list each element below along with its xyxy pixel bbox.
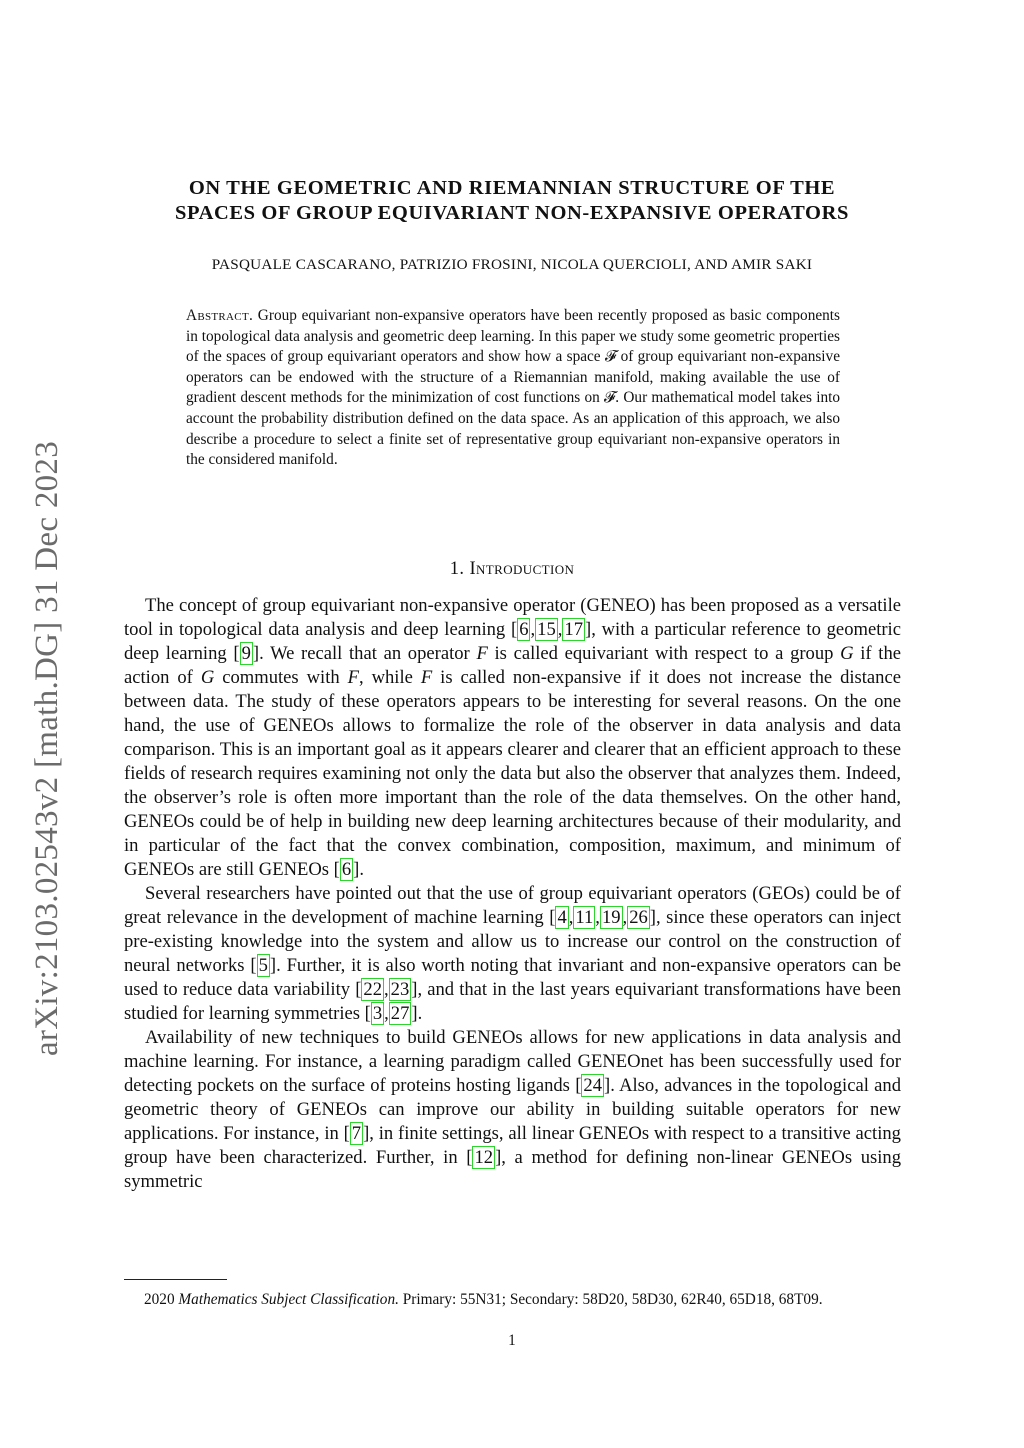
text-run: commutes with bbox=[222, 667, 340, 688]
paragraph-1: The concept of group equivariant non-expansive operator (GENEO) has been proposed as a versatile tool in topological data analysis and deep learning [ 6 , 15 , 17 ], with a particular reference to geometric deep learning [ 9 ]. We recall that an operator F is called equivariant with respect to a group G if the action of G commutes with F, while F is called non-expansive if it does not increase the distance between data. The study of these operators appears to be interesting for several reasons. On the one hand, the use of GENEOs allows to formalize the role of the observer in data analysis and data comparison. This is an important goal as it appears clearer and clearer that an efficient approach to these fields of research requires examining not only the data but also the observer that analyzes them. Indeed, the observer’s role is often more important than the role of the data themselves. On the other hand, GENEOs could be of help in building new deep learning architectures because of their modularity, and in particular of the fact that the convex combination, composition, maximum, and minimum of GENEOs are still GENEOs [ 6 ]. bbox=[124, 595, 902, 880]
citation-link[interactable]: 17 bbox=[564, 619, 583, 640]
abstract-text-1: Group equivariant non-expansive operators have been recently proposed as basic components in topological data analysis and geometric deep learning. In this paper we study some geometric properties of the spaces of group equivariant operators and show how a space bbox=[186, 307, 840, 366]
abstract-label: Abstract. bbox=[186, 307, 254, 324]
math-symbol-F: 𝓕 bbox=[604, 348, 617, 366]
citation-link[interactable]: 27 bbox=[390, 1003, 410, 1024]
paragraph-3: Availability of new techniques to build GENEOs allows for new applications in data analysis and machine learning. For instance, a learning paradigm called GENEOnet has been successfully used for detecting pockets on the surface of proteins hosting ligands [ 24 ]. Also, advances in the topological and geometric theory of GENEOs can improve our ability in building suitable operators for new applications. For instance, in [ 7 ], in finite settings, all linear GENEOs with respect to a transitive acting group have been characterized. Further, in [ 12 ], a method for defining non-linear GENEOs using symmetric bbox=[124, 1027, 902, 1192]
title-line-2: SPACES OF GROUP EQUIVARIANT NON-EXPANSIVE OPERATORS bbox=[175, 202, 849, 224]
footnote-rule bbox=[124, 1279, 227, 1280]
text-run: Availability of new techniques to build GENEOs allows for new applications in data analysis and machine learning. For instance, a learning paradigm called GENEOnet has been successfully used for detecting pockets on the surface of proteins hosting ligands bbox=[124, 1027, 901, 1096]
math-var-G: G bbox=[200, 667, 215, 688]
citation-link[interactable]: 12 bbox=[474, 1147, 494, 1168]
text-run: , while bbox=[358, 667, 413, 688]
citation-link[interactable]: 5 bbox=[258, 955, 268, 976]
citation-link[interactable]: 15 bbox=[537, 619, 556, 640]
citation-link[interactable]: 24 bbox=[583, 1075, 602, 1096]
text-run: . We recall that an operator bbox=[259, 643, 470, 664]
footnote-year: 2020 bbox=[144, 1291, 175, 1308]
text-run: . bbox=[359, 859, 365, 880]
section-title: Introduction bbox=[469, 559, 575, 579]
text-run: , since these operators can inject pre-existing knowledge into the system and allow us to increase our control on the construction of neural networks bbox=[124, 907, 901, 976]
abstract bbox=[186, 306, 840, 471]
math-var-G: G bbox=[840, 643, 854, 664]
abstract-text-3: . Our mathematical model takes into account the probability distribution defined on the data space. As an application of this approach, we also describe a procedure to select a finite set of representative group equivariant non-expansive operators in the considered manifold. bbox=[186, 389, 840, 469]
abstract-text-2: of group equivariant non-expansive operators can be endowed with the structure of a Riemannian manifold, making available the use of gradient descent methods for the minimization of cost functions on bbox=[186, 348, 840, 407]
citation-link[interactable]: 6 bbox=[341, 859, 352, 880]
text-run: , and that in the last years equivariant transformations have been studied for learning symmetries bbox=[124, 979, 901, 1024]
body-text bbox=[124, 594, 901, 1194]
citation-link[interactable]: 19 bbox=[601, 907, 621, 928]
citation-link[interactable]: 7 bbox=[351, 1123, 362, 1144]
text-run: is called equivariant with respect to a group bbox=[494, 643, 834, 664]
author-list: PASQUALE CASCARANO, PATRIZIO FROSINI, NICOLA QUERCIOLI, AND AMIR SAKI bbox=[211, 256, 813, 273]
footnote-msc-label: Mathematics Subject Classification. bbox=[178, 1291, 399, 1308]
text-run: , in finite settings, all linear GENEOs with respect to a transitive acting group have been characterized. Further, in bbox=[124, 1123, 901, 1168]
text-run: The concept of group equivariant non-expansive operator (GENEO) has been proposed as a versatile tool in topological data analysis and deep learning bbox=[124, 595, 901, 640]
citation-link[interactable]: 23 bbox=[390, 979, 410, 1000]
paragraph-2: Several researchers have pointed out that the use of group equivariant operators (GEOs) could be of great relevance in the development of machine learning [ 4 , 11 , 19 , 26 ], since these operators can inject pre-existing knowledge into the system and allow us to increase our control on the construction of neural networks [ 5 ]. Further, it is also worth noting that invariant and non-expansive operators can be used to reduce data variability [ 22 , 23 ], and that in the last years equivariant transformations have been studied for learning symmetries [ 3 , 27 ]. bbox=[124, 883, 901, 1024]
text-run: . bbox=[417, 1003, 423, 1024]
footnote bbox=[124, 1290, 901, 1310]
text-run: Several researchers have pointed out that the use of group equivariant operators (GEOs) could be of great relevance in the development of machine learning bbox=[124, 883, 901, 928]
section-heading bbox=[0, 559, 1024, 580]
math-var-F: F bbox=[347, 667, 359, 688]
citation-link[interactable]: 9 bbox=[241, 643, 251, 664]
math-symbol-F: 𝓕 bbox=[604, 389, 616, 407]
text-run: . Also, advances in the topological and geometric theory of GENEOs can improve our ability in building suitable operators for new applications. For instance, in bbox=[124, 1075, 901, 1144]
citation-link[interactable]: 6 bbox=[519, 619, 529, 640]
text-run: if the action of bbox=[124, 643, 902, 688]
citation-link[interactable]: 3 bbox=[372, 1003, 383, 1024]
citation-link[interactable]: 4 bbox=[557, 907, 567, 928]
math-var-F: F bbox=[476, 643, 488, 664]
arxiv-identifier-stamp bbox=[22, 418, 74, 1078]
citation-link[interactable]: 26 bbox=[629, 907, 648, 928]
title-line-1: ON THE GEOMETRIC AND RIEMANNIAN STRUCTURE OF THE bbox=[188, 177, 836, 199]
text-run: , with a particular reference to geometric deep learning bbox=[124, 619, 901, 664]
citation-link[interactable]: 22 bbox=[363, 979, 382, 1000]
section-number: 1. bbox=[449, 559, 465, 579]
math-var-F: F bbox=[420, 667, 433, 688]
text-run: is called non-expansive if it does not increase the distance between data. The study of these operators appears to be interesting for several reasons. On the one hand, the use of GENEOs allows to formalize the role of the observer in data analysis and data comparison. This is an important goal as it appears clearer and clearer that an efficient approach to these fields of research requires examining not only the data but also the observer that analyzes them. Indeed, the observer’s role is often more important than the role of the data themselves. On the other hand, GENEOs could be of help in building new deep learning architectures because of their modularity, and in particular of the fact that the convex combination, composition, maximum, and minimum of GENEOs are still GENEOs bbox=[124, 667, 901, 880]
text-run: . Further, it is also worth noting that invariant and non-expansive operators can be used to reduce data variability bbox=[124, 955, 901, 1000]
citation-link[interactable]: 11 bbox=[575, 907, 594, 928]
page-number: 1 bbox=[508, 1332, 516, 1349]
paper-title bbox=[0, 176, 1024, 226]
arxiv-id-text: arXiv:2103.02543v2 [math.DG] 31 Dec 2023 bbox=[29, 440, 66, 1056]
text-run: , a method for defining non-linear GENEOs using symmetric bbox=[124, 1147, 902, 1192]
footnote-classes: Primary: 55N31; Secondary: 58D20, 58D30, 62R40, 65D18, 68T09. bbox=[402, 1291, 823, 1308]
